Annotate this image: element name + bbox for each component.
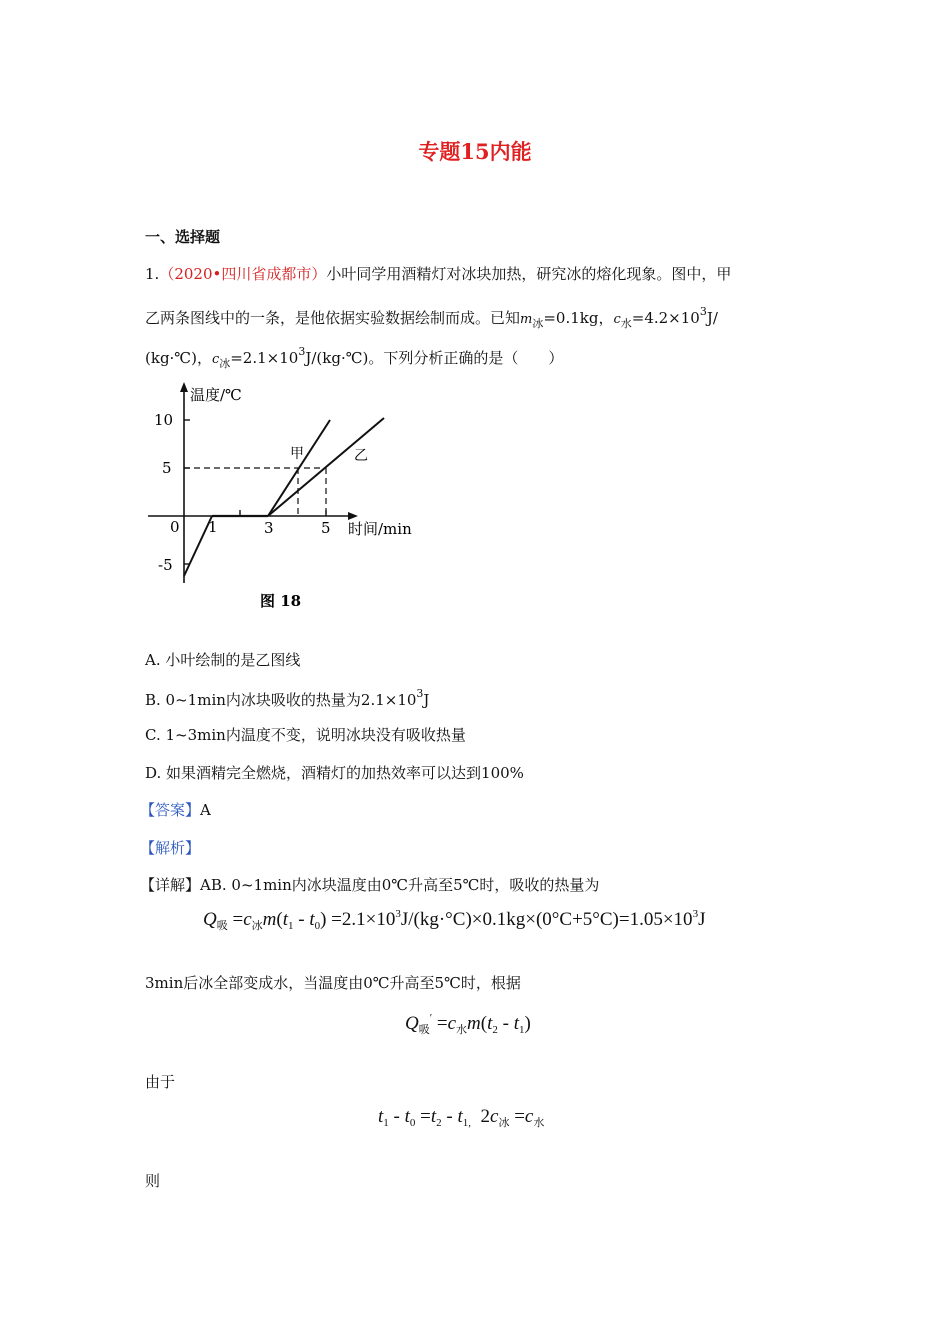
x-axis-label: 时间/min [348,520,412,538]
paragraph-3: 由于 [145,1073,176,1091]
option-d: D. 如果酒精完全燃烧，酒精灯的加热效率可以达到100% [145,764,524,782]
answer-line [140,799,211,820]
paragraph-2: 3min后冰全部变成水，当温度由0℃升高至5℃时，根据 [145,974,521,992]
question-line-3: (kg·℃)，$c_冰=2.1\times 10^3J/(kg\cdot℃)$。下列分析正确的是（ ） [145,345,564,370]
analysis-tag: 【解析】 [140,839,201,857]
figure-caption: 图 18 [260,592,302,610]
equation-3: $t_1 - t_0 =t_2 - t_{1,}$ $2c_冰 =c_水$ [378,1106,545,1129]
y-axis-label: 温度/℃ [190,386,242,404]
equation-1: $Q_吸 =c_冰m(t_1 - t_0) =2.1\times 10^3J/(kg\cdot^\circ C)\times 0.1kg\times(0^\circ C+5^\circ C)=1.05\times 10^3J$ [203,908,706,932]
x-axis-arrow [348,512,358,520]
temperature-time-graph [140,378,440,618]
question-text-1: 小叶同学用酒精灯对冰块加热，研究冰的熔化现象。图中，甲 [326,265,732,283]
answer-tag: 【答案】 [140,801,201,819]
x-tick-3: 3 [264,519,274,537]
option-a: A. 小叶绘制的是乙图线 [145,651,301,669]
question-source: （2020•四川省成都市） [159,265,327,283]
question-line-1 [145,263,731,284]
option-c: C. 1~3min内温度不变，说明冰块没有吸收热量 [145,726,466,744]
x-tick-0: 0 [170,518,180,536]
question-line-2: 乙两条图线中的一条，是他依据实验数据绘制而成。已知$m_冰=0.1kg$，$c_水=4.2\times 10^3J/$ [145,305,718,330]
y-tick-neg5: -5 [158,556,173,574]
detail-line: 【详解】AB. 0~1min内冰块温度由0℃升高至5℃时，吸收的热量为 [140,876,600,894]
paragraph-4: 则 [145,1172,161,1190]
page-title: 专题15内能 [418,139,532,164]
label-jia: 甲 [290,446,304,462]
detail-tag: 【详解】 [140,876,201,894]
question-number: 1. [145,265,160,283]
y-axis-arrow [180,382,188,392]
section-heading: 一、选择题 [145,228,221,246]
x-tick-5: 5 [321,519,331,537]
y-tick-5: 5 [162,459,172,477]
equation-2: $Q_吸' =c_水m(t_2 - t_1)$ [405,1012,531,1036]
answer-value: A [200,801,211,819]
x-tick-1: 1 [208,518,218,536]
label-yi: 乙 [354,448,368,464]
option-b: B. 0~1min内冰块吸收的热量为$2.1\times 10^3J$ [145,687,430,709]
y-tick-10: 10 [154,411,174,429]
